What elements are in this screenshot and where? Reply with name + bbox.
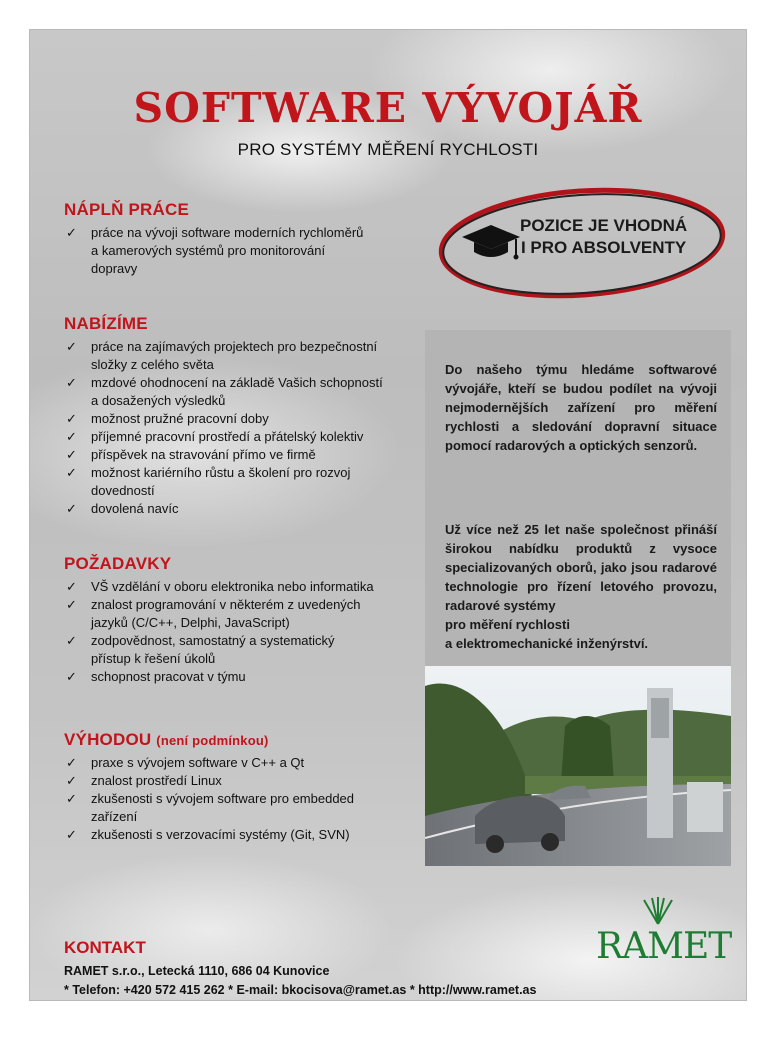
graduation-cap-icon — [460, 219, 522, 267]
contact-address: RAMET s.r.o., Letecká 1110, 686 04 Kunovice — [64, 964, 330, 978]
list-item: ✓ příspěvek na stravování přímo ve firmě — [66, 447, 316, 462]
list-item: ✓ možnost kariérního růstu a školení pro rozvoj dovedností — [66, 465, 351, 498]
list-item: ✓ zodpovědnost, samostatný a systematický přístup k řešení úkolů — [66, 633, 335, 666]
checkmark-icon: ✓ — [66, 773, 77, 788]
checkmark-icon: ✓ — [66, 225, 77, 240]
bullet-list — [64, 578, 419, 686]
list-item: ✓ praxe s vývojem software v C++ a Qt — [66, 755, 305, 770]
speed-camera-photo — [425, 666, 731, 866]
badge-text — [520, 215, 687, 259]
checkmark-icon: ✓ — [66, 501, 77, 516]
list-item: ✓ zkušenosti s verzovacími systémy (Git, SVN) — [66, 827, 350, 842]
list-item: ✓ znalost prostředí Linux — [66, 773, 222, 788]
graduate-badge — [436, 185, 730, 303]
list-item: ✓ zkušenosti s vývojem software pro embedded zařízení — [66, 791, 355, 824]
ramet-logo — [586, 896, 736, 976]
list-item: ✓ práce na zajímavých projektech pro bezpečnostní složky z celého světa — [66, 339, 378, 372]
company-info-box — [425, 330, 731, 666]
list-item: ✓ dovolená navíc — [66, 501, 179, 516]
bullet-list — [64, 338, 419, 518]
checkmark-icon: ✓ — [66, 669, 77, 684]
checkmark-icon: ✓ — [66, 411, 77, 426]
bullet-list — [64, 224, 419, 278]
section-heading: VÝHODOU (není podmínkou) — [64, 730, 269, 749]
list-item: ✓ práce na vývoji software moderních rychloměrů a kamerových systémů pro monitorování dopravy — [66, 225, 364, 276]
list-item: ✓ VŠ vzdělání v oboru elektronika nebo informatika — [66, 579, 374, 594]
checkmark-icon: ✓ — [66, 447, 77, 462]
logo-rays-icon — [638, 896, 678, 926]
checkmark-icon: ✓ — [66, 597, 77, 612]
section-vyhodou — [64, 730, 419, 844]
checkmark-icon: ✓ — [66, 465, 77, 480]
checkmark-icon: ✓ — [66, 429, 77, 444]
list-item: ✓ možnost pružné pracovní doby — [66, 411, 269, 426]
contact-details: * Telefon: +420 572 415 262 * E-mail: bkocisova@ramet.as * http://www.ramet.as — [64, 983, 537, 997]
contact-heading: KONTAKT — [64, 938, 146, 957]
list-item: ✓ mzdové ohodnocení na základě Vašich schopností a dosažených výsledků — [66, 375, 383, 408]
logo-wordmark: RAMET — [596, 926, 732, 967]
page-subtitle: PRO SYSTÉMY MĚŘENÍ RYCHLOSTI — [237, 140, 539, 159]
section-heading: POŽADAVKY — [64, 554, 172, 573]
info-paragraph-2: Už více než 25 let naše společnost přináší širokou nabídku produktů z vysoce specializovaných oborů, jako jsou radarové technologie pro řízení letového provozu, radarové systémy pro měření rychlosti a elektromechanické inženýrství. — [445, 522, 717, 651]
checkmark-icon: ✓ — [66, 755, 77, 770]
section-nabizime — [64, 314, 419, 518]
checkmark-icon: ✓ — [66, 375, 77, 390]
list-item: ✓ příjemné pracovní prostředí a přátelský kolektiv — [66, 429, 364, 444]
section-pozadavky — [64, 554, 419, 686]
badge-line-2: I PRO ABSOLVENTY — [520, 238, 687, 257]
list-item: ✓ schopnost pracovat v týmu — [66, 669, 246, 684]
section-heading: NÁPLŇ PRÁCE — [64, 200, 189, 219]
checkmark-icon: ✓ — [66, 579, 77, 594]
job-poster — [29, 29, 747, 1001]
section-note: (není podmínkou) — [156, 733, 269, 748]
section-heading: NABÍZÍME — [64, 314, 148, 333]
bullet-list — [64, 754, 419, 844]
checkmark-icon: ✓ — [66, 827, 77, 842]
info-paragraph-1: Do našeho týmu hledáme softwarové vývojáře, kteří se budou podílet na vývoji nejmodernějších zařízení pro měření rychlosti a sledování dopravní situace pomocí radarových a optických senzorů. — [445, 362, 717, 453]
checkmark-icon: ✓ — [66, 791, 77, 806]
page-title: SOFTWARE VÝVOJÁŘ — [133, 84, 643, 132]
badge-line-1: POZICE JE VHODNÁ — [520, 216, 688, 235]
checkmark-icon: ✓ — [66, 339, 77, 354]
section-napln-prace — [64, 200, 419, 278]
photo-illustration — [425, 666, 731, 866]
checkmark-icon: ✓ — [66, 633, 77, 648]
list-item: ✓ znalost programování v některém z uvedených jazyků (C/C++, Delphi, JavaScript) — [66, 597, 361, 630]
